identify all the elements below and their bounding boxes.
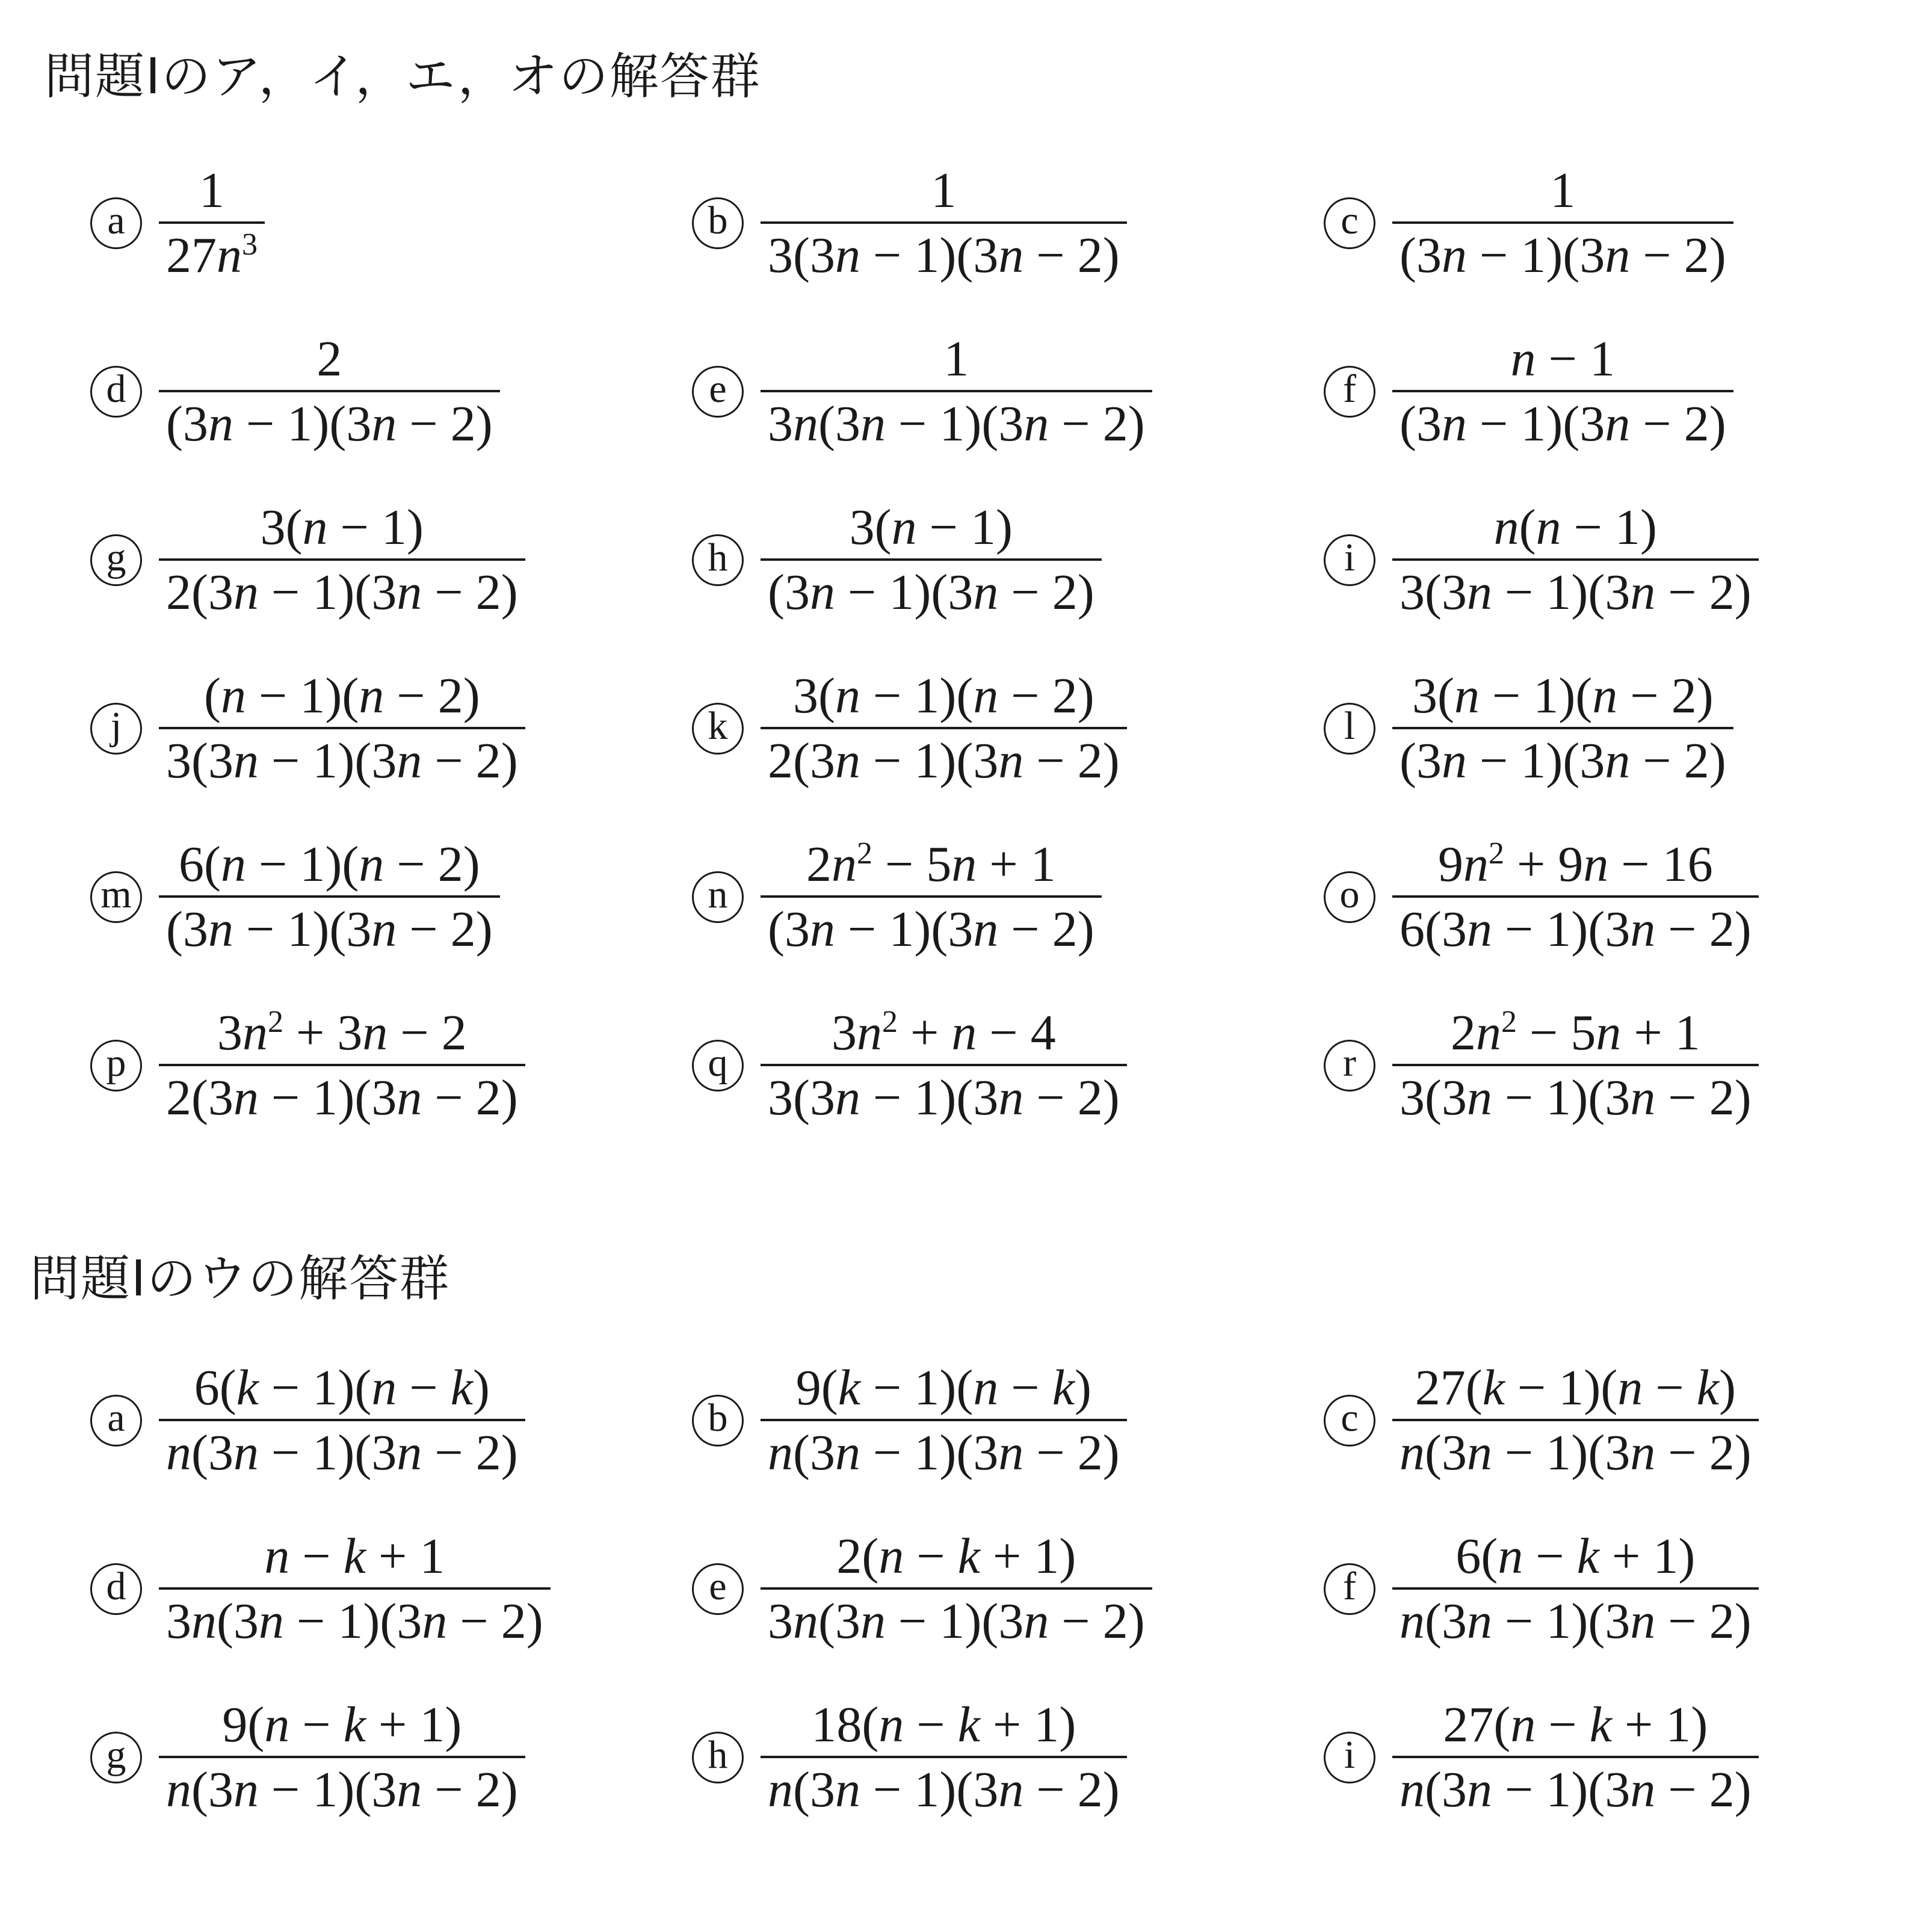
answer-choice-m: [90, 836, 500, 958]
choice-label: r: [1324, 1040, 1375, 1091]
fraction-numerator: 6(n − k + 1): [1455, 1528, 1696, 1584]
fraction-numerator: $2n^2 - 5n + 1$: [1450, 1005, 1700, 1061]
answer-choice-h: [692, 499, 1102, 621]
choice-label: n: [692, 871, 744, 923]
fraction-bar: [159, 727, 525, 729]
fraction-numerator: $2n^2 - 5n + 1$: [806, 836, 1056, 892]
choice-label: f: [1324, 366, 1375, 418]
fraction-bar: [761, 1064, 1127, 1066]
answer-group-2: [0, 1360, 1932, 1877]
fraction: [761, 1697, 1127, 1818]
answer-choice-k: [692, 668, 1127, 789]
fraction-denominator: (3n − 1)(3n − 2): [1400, 733, 1726, 789]
choice-label: k: [692, 703, 744, 755]
fraction-numerator: 6(k − 1)(n − k): [194, 1360, 490, 1416]
fraction: [159, 836, 500, 958]
fraction-denominator: 3n(3n − 1)(3n − 2): [768, 396, 1145, 452]
choice-label: c: [1324, 1395, 1375, 1446]
fraction-bar: [159, 390, 500, 392]
fraction-bar: [761, 221, 1127, 224]
fraction: [1392, 499, 1759, 621]
fraction-numerator: 9(n − k + 1): [222, 1697, 462, 1753]
fraction: [159, 331, 500, 452]
choice-label: g: [90, 1732, 142, 1783]
fraction-numerator: 1: [199, 162, 225, 218]
answer-group-1: [0, 162, 1932, 1197]
fraction-bar: [1392, 1419, 1759, 1421]
fraction-numerator: $3n^2 + 3n - 2$: [217, 1005, 467, 1061]
fraction-bar: [1392, 1587, 1759, 1590]
fraction-denominator: 3(3n − 1)(3n − 2): [1400, 564, 1751, 621]
fraction-denominator: 2(3n − 1)(3n − 2): [166, 1070, 518, 1126]
fraction-numerator: n − k + 1: [264, 1528, 445, 1584]
fraction: [761, 1528, 1152, 1650]
answer-choice-r: [1324, 1005, 1759, 1126]
choice-label: c: [1324, 197, 1375, 249]
answer-choice-g: [90, 499, 525, 621]
fraction-numerator: 3(n − 1): [260, 499, 424, 555]
fraction-numerator: 27(k − 1)(n − k): [1415, 1360, 1736, 1416]
fraction: [1392, 1005, 1759, 1126]
fraction: [159, 162, 265, 284]
fraction-numerator: 3(n − 1): [849, 499, 1013, 555]
choice-label: b: [692, 1395, 744, 1446]
answer-choice-d: [90, 1528, 551, 1650]
fraction: [159, 1360, 525, 1481]
fraction-denominator: n(3n − 1)(3n − 2): [1400, 1425, 1751, 1481]
fraction: [761, 1360, 1127, 1481]
choice-label: h: [692, 1732, 744, 1783]
choice-label: a: [90, 1395, 142, 1446]
answer-choice-p: [90, 1005, 525, 1126]
fraction-bar: [761, 895, 1102, 898]
answer-choice-i: [1324, 1697, 1759, 1818]
answer-choice-f: [1324, 1528, 1759, 1650]
answer-choice-l: [1324, 668, 1733, 789]
choice-label: i: [1324, 534, 1375, 586]
answer-choice-a: [90, 162, 265, 284]
fraction: [761, 331, 1152, 452]
fraction-denominator: (3n − 1)(3n − 2): [166, 901, 493, 958]
fraction-numerator: 18(n − k + 1): [811, 1697, 1076, 1753]
fraction-numerator: $3n^2 + n - 4$: [831, 1005, 1056, 1061]
fraction-bar: [1392, 390, 1733, 392]
fraction-denominator: (3n − 1)(3n − 2): [1400, 396, 1726, 452]
answer-choice-d: [90, 331, 500, 452]
fraction-numerator: n(n − 1): [1493, 499, 1658, 555]
fraction-denominator: $27n^3$: [166, 227, 258, 284]
fraction-numerator: 27(n − k + 1): [1443, 1697, 1708, 1753]
choice-label: q: [692, 1040, 744, 1091]
answer-choice-i: [1324, 499, 1759, 621]
fraction-bar: [761, 727, 1127, 729]
answer-choice-e: [692, 331, 1152, 452]
fraction-bar: [761, 1587, 1152, 1590]
answer-group-heading-1: 問題Ⅰのア，イ，エ，オの解答群: [45, 48, 761, 105]
fraction-bar: [1392, 1756, 1759, 1758]
fraction-numerator: 1: [931, 162, 957, 218]
answer-choice-g: [90, 1697, 525, 1818]
fraction: [1392, 331, 1733, 452]
answer-choice-q: [692, 1005, 1127, 1126]
fraction-denominator: 3(3n − 1)(3n − 2): [1400, 1070, 1751, 1126]
choice-label: b: [692, 197, 744, 249]
fraction-bar: [159, 558, 525, 561]
fraction-denominator: 6(3n − 1)(3n − 2): [1400, 901, 1751, 958]
fraction-numerator: 6(n − 1)(n − 2): [179, 836, 480, 892]
fraction: [761, 499, 1102, 621]
answer-choice-e: [692, 1528, 1152, 1650]
fraction-denominator: n(3n − 1)(3n − 2): [166, 1425, 518, 1481]
answer-choice-h: [692, 1697, 1127, 1818]
fraction-denominator: 3n(3n − 1)(3n − 2): [166, 1593, 543, 1650]
fraction: [159, 1528, 551, 1650]
fraction-denominator: n(3n − 1)(3n − 2): [768, 1762, 1120, 1818]
fraction-denominator: 2(3n − 1)(3n − 2): [166, 564, 518, 621]
fraction-numerator: $9n^2 + 9n - 16$: [1437, 836, 1713, 892]
fraction-denominator: (3n − 1)(3n − 2): [166, 396, 493, 452]
choice-label: l: [1324, 703, 1375, 755]
fraction: [1392, 1697, 1759, 1818]
fraction-numerator: 9(k − 1)(n − k): [795, 1360, 1091, 1416]
fraction-denominator: (3n − 1)(3n − 2): [1400, 227, 1726, 284]
fraction: [761, 162, 1127, 284]
answer-choice-b: [692, 1360, 1127, 1481]
fraction-numerator: 2(n − k + 1): [836, 1528, 1076, 1584]
fraction: [1392, 668, 1733, 789]
fraction-numerator: n − 1: [1510, 331, 1616, 387]
choice-label: d: [90, 366, 142, 418]
choice-label: d: [90, 1563, 142, 1615]
fraction-numerator: 3(n − 1)(n − 2): [1412, 668, 1714, 724]
fraction-denominator: 3(3n − 1)(3n − 2): [768, 1070, 1120, 1126]
answer-choice-c: [1324, 1360, 1759, 1481]
choice-label: e: [692, 1563, 744, 1615]
fraction: [1392, 162, 1733, 284]
fraction-bar: [1392, 558, 1759, 561]
answer-choice-b: [692, 162, 1127, 284]
fraction-denominator: (3n − 1)(3n − 2): [768, 564, 1094, 621]
fraction-numerator: 1: [1550, 162, 1576, 218]
answer-choice-j: [90, 668, 525, 789]
fraction: [761, 668, 1127, 789]
fraction: [1392, 1360, 1759, 1481]
choice-label: g: [90, 534, 142, 586]
fraction-bar: [761, 1756, 1127, 1758]
answer-choice-n: [692, 836, 1102, 958]
fraction: [761, 836, 1102, 958]
fraction-bar: [1392, 221, 1733, 224]
choice-label: p: [90, 1040, 142, 1091]
fraction-denominator: 3(3n − 1)(3n − 2): [166, 733, 518, 789]
fraction-bar: [761, 1419, 1127, 1421]
fraction-numerator: (n − 1)(n − 2): [204, 668, 480, 724]
fraction-bar: [159, 895, 500, 898]
fraction-denominator: 3n(3n − 1)(3n − 2): [768, 1593, 1145, 1650]
choice-label: i: [1324, 1732, 1375, 1783]
answer-choice-a: [90, 1360, 525, 1481]
choice-label: m: [90, 871, 142, 923]
fraction-denominator: 3(3n − 1)(3n − 2): [768, 227, 1120, 284]
choice-label: h: [692, 534, 744, 586]
fraction-denominator: n(3n − 1)(3n − 2): [768, 1425, 1120, 1481]
fraction: [159, 1697, 525, 1818]
fraction-bar: [159, 1064, 525, 1066]
fraction: [1392, 836, 1759, 958]
fraction-bar: [159, 1756, 525, 1758]
answer-choice-o: [1324, 836, 1759, 958]
fraction: [159, 1005, 525, 1126]
fraction: [159, 499, 525, 621]
fraction-bar: [159, 221, 265, 224]
fraction-denominator: n(3n − 1)(3n − 2): [1400, 1762, 1751, 1818]
fraction: [1392, 1528, 1759, 1650]
fraction-bar: [761, 558, 1102, 561]
fraction: [761, 1005, 1127, 1126]
choice-label: f: [1324, 1563, 1375, 1615]
fraction-bar: [159, 1587, 551, 1590]
fraction-denominator: n(3n − 1)(3n − 2): [1400, 1593, 1751, 1650]
choice-label: o: [1324, 871, 1375, 923]
fraction: [159, 668, 525, 789]
fraction-denominator: 2(3n − 1)(3n − 2): [768, 733, 1120, 789]
choice-label: a: [90, 197, 142, 249]
fraction-denominator: n(3n − 1)(3n − 2): [166, 1762, 518, 1818]
answer-choice-c: [1324, 162, 1733, 284]
choice-label: j: [90, 703, 142, 755]
fraction-bar: [761, 390, 1152, 392]
fraction-bar: [1392, 727, 1733, 729]
fraction-bar: [159, 1419, 525, 1421]
answer-choice-f: [1324, 331, 1733, 452]
fraction-denominator: (3n − 1)(3n − 2): [768, 901, 1094, 958]
fraction-numerator: 2: [316, 331, 342, 387]
answer-group-heading-2: 問題Ⅰのウの解答群: [30, 1250, 451, 1307]
fraction-numerator: 1: [943, 331, 969, 387]
fraction-numerator: 3(n − 1)(n − 2): [793, 668, 1094, 724]
fraction-bar: [1392, 895, 1759, 898]
choice-label: e: [692, 366, 744, 418]
fraction-bar: [1392, 1064, 1759, 1066]
